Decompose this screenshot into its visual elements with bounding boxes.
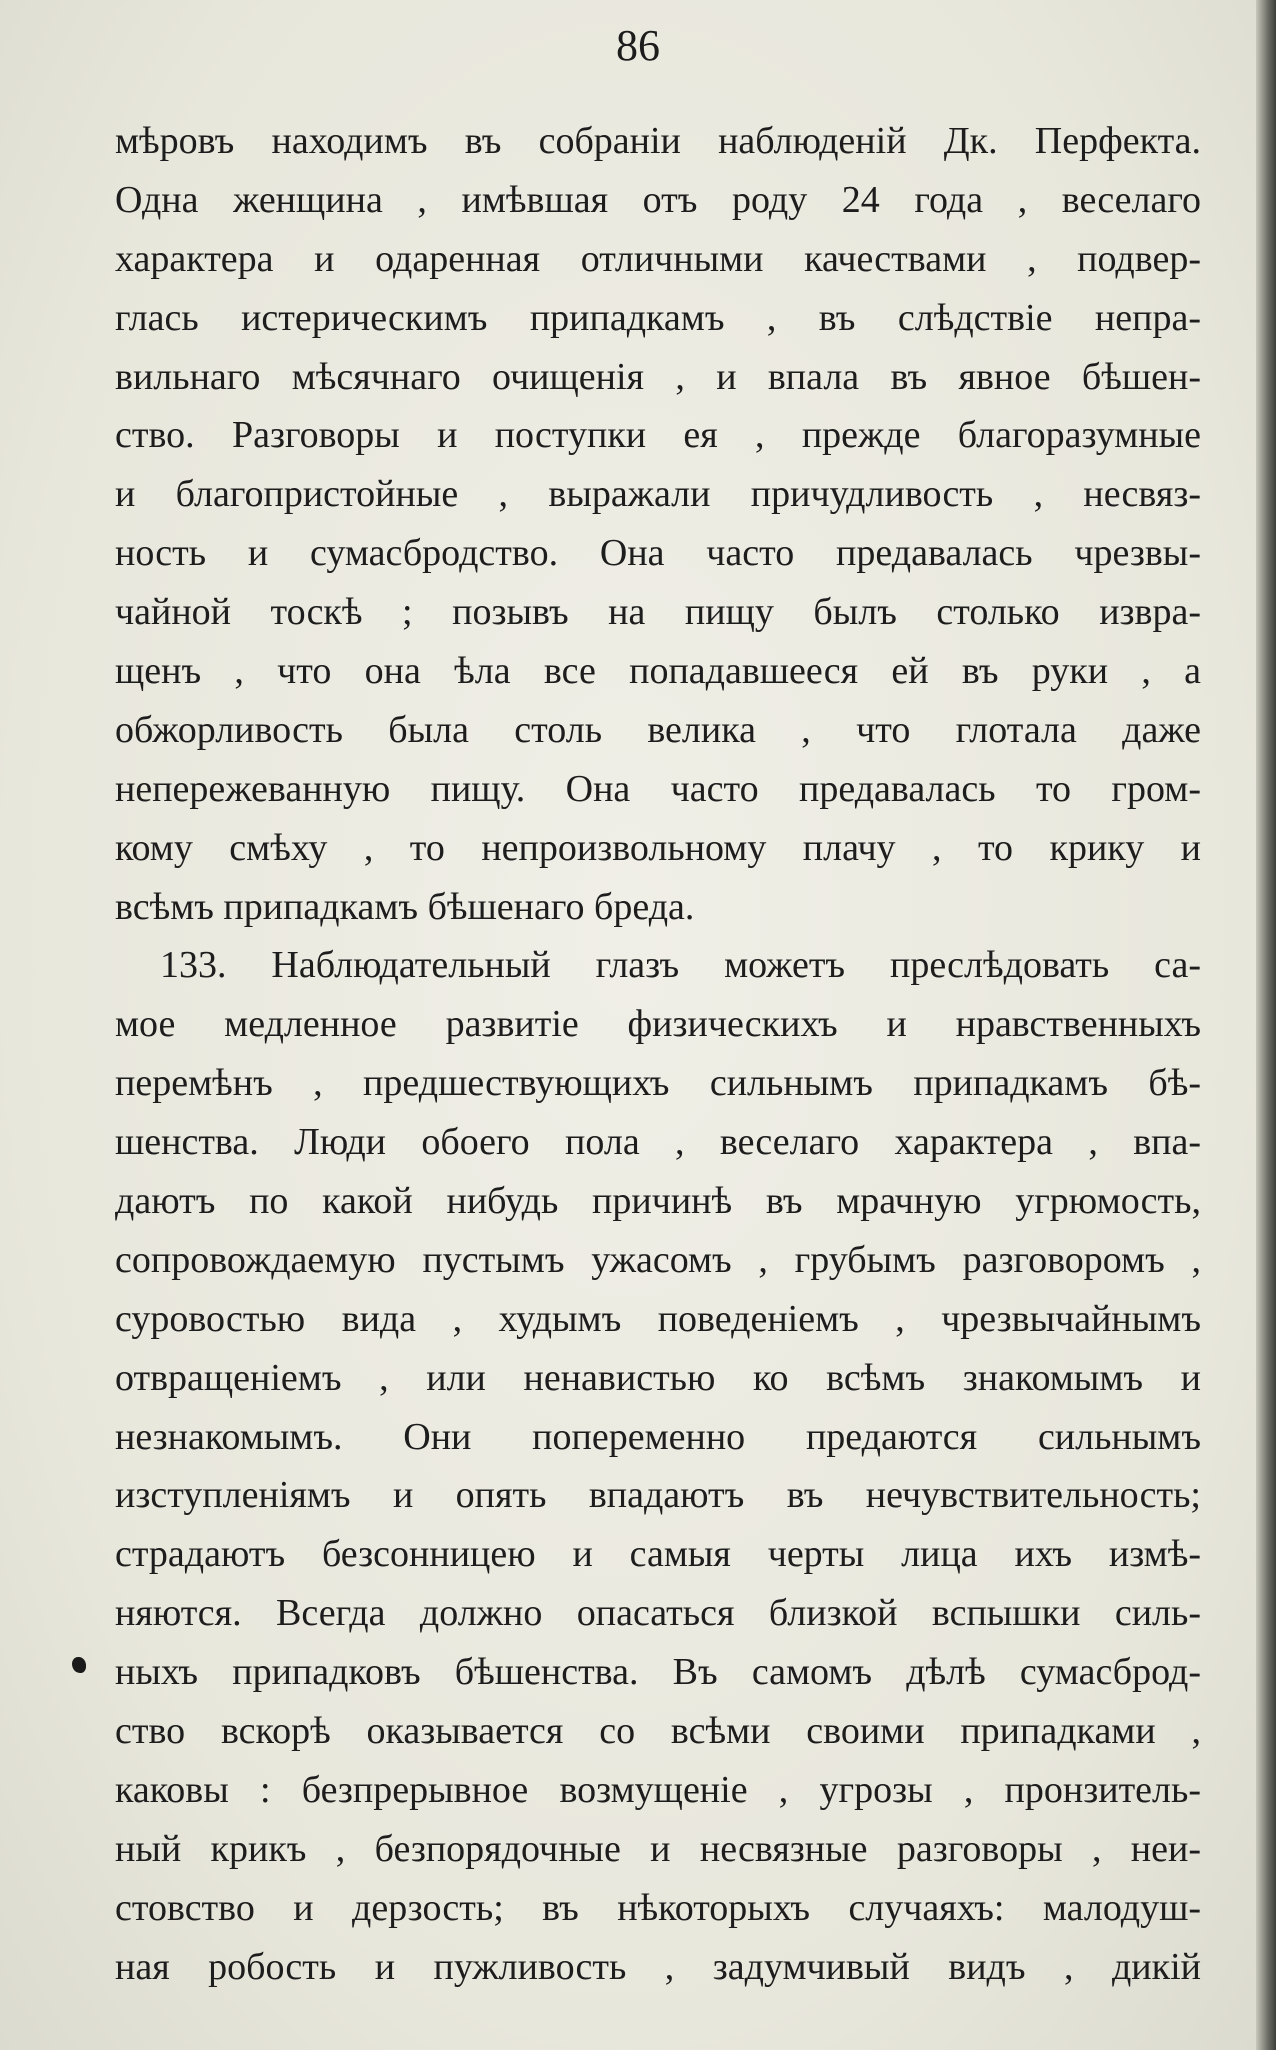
text-line: непережеванную пищу. Она часто предавалась то гром- xyxy=(115,767,1201,810)
text-line: няются. Всегда должно опасаться близкой вспышки силь- xyxy=(115,1592,1201,1635)
text-line: обжорливость была столь велика , что глотала даже xyxy=(115,708,1201,751)
text-line: Одна женщина , имѣвшая отъ роду 24 года , веселаго xyxy=(115,178,1201,221)
text-line: щенъ , что она ѣла все попадавшееся ей въ руки , а xyxy=(115,650,1201,693)
text-line: каковы : безпрерывное возмущеніе , угрозы , пронзитель- xyxy=(115,1768,1201,1811)
text-line: ная робость и пужливость , задумчивый видъ , дикій xyxy=(115,1945,1201,1988)
text-line: ство вскорѣ оказывается со всѣми своими припадками , xyxy=(115,1710,1201,1753)
text-line: суровостью вида , худымъ поведеніемъ , чрезвычайнымъ xyxy=(115,1297,1201,1340)
text-line: шенства. Люди обоего пола , веселаго характера , впа- xyxy=(115,1121,1201,1164)
text-line: ный крикъ , безпорядочные и несвязные разговоры , неи- xyxy=(115,1827,1201,1870)
text-line: ныхъ припадковъ бѣшенства. Въ самомъ дѣлѣ сумасброд- xyxy=(115,1651,1201,1694)
book-gutter-shadow xyxy=(1256,0,1276,2050)
ink-blot-mark xyxy=(72,1657,86,1673)
text-line: глась истерическимъ припадкамъ , въ слѣдствіе непра- xyxy=(115,296,1201,339)
body-text xyxy=(115,112,1201,1997)
page-number: 86 xyxy=(616,21,660,70)
text-line: мое медленное развитіе физическихъ и нравственныхъ xyxy=(115,1003,1201,1046)
text-line: изступленіямъ и опять впадаютъ въ нечувствительность; xyxy=(115,1474,1201,1517)
text-line: и благопристойные , выражали причудливость , несвяз- xyxy=(115,473,1201,516)
text-line: страдаютъ безсонницею и самыя черты лица ихъ измѣ- xyxy=(115,1533,1201,1576)
text-line: даютъ по какой нибудь причинѣ въ мрачную угрюмость, xyxy=(115,1180,1201,1223)
text-line: отвращеніемъ , или ненавистью ко всѣмъ знакомымъ и xyxy=(115,1356,1201,1399)
text-line: ность и сумасбродство. Она часто предавалась чрезвы- xyxy=(115,532,1201,575)
paragraph-start-line: 133. Наблюдательный глазъ можетъ преслѣдовать са- xyxy=(160,944,1201,987)
text-line: кому смѣху , то непроизвольному плачу , то крику и xyxy=(115,826,1201,869)
text-line: всѣмъ припадкамъ бѣшенаго бреда. xyxy=(115,885,695,928)
text-line: мѣровъ находимъ въ собраніи наблюденій Дк. Перфекта. xyxy=(115,120,1201,162)
text-line: чайной тоскѣ ; позывъ на пищу былъ столько извра- xyxy=(115,591,1201,634)
text-line: перемѣнъ , предшествующихъ сильнымъ припадкамъ бѣ- xyxy=(115,1062,1201,1105)
text-line: ство. Разговоры и поступки ея , прежде благоразумные xyxy=(115,414,1201,457)
text-line: вильнаго мѣсячнаго очищенія , и впала въ явное бѣшен- xyxy=(115,355,1201,398)
text-line: стовство и дерзость; въ нѣкоторыхъ случаяхъ: малодуш- xyxy=(115,1886,1201,1929)
text-line: характера и одаренная отличными качествами , подвер- xyxy=(115,237,1201,280)
text-line: сопровождаемую пустымъ ужасомъ , грубымъ разговоромъ , xyxy=(115,1238,1201,1281)
text-line: незнакомымъ. Они попеременно предаются сильнымъ xyxy=(115,1415,1201,1458)
